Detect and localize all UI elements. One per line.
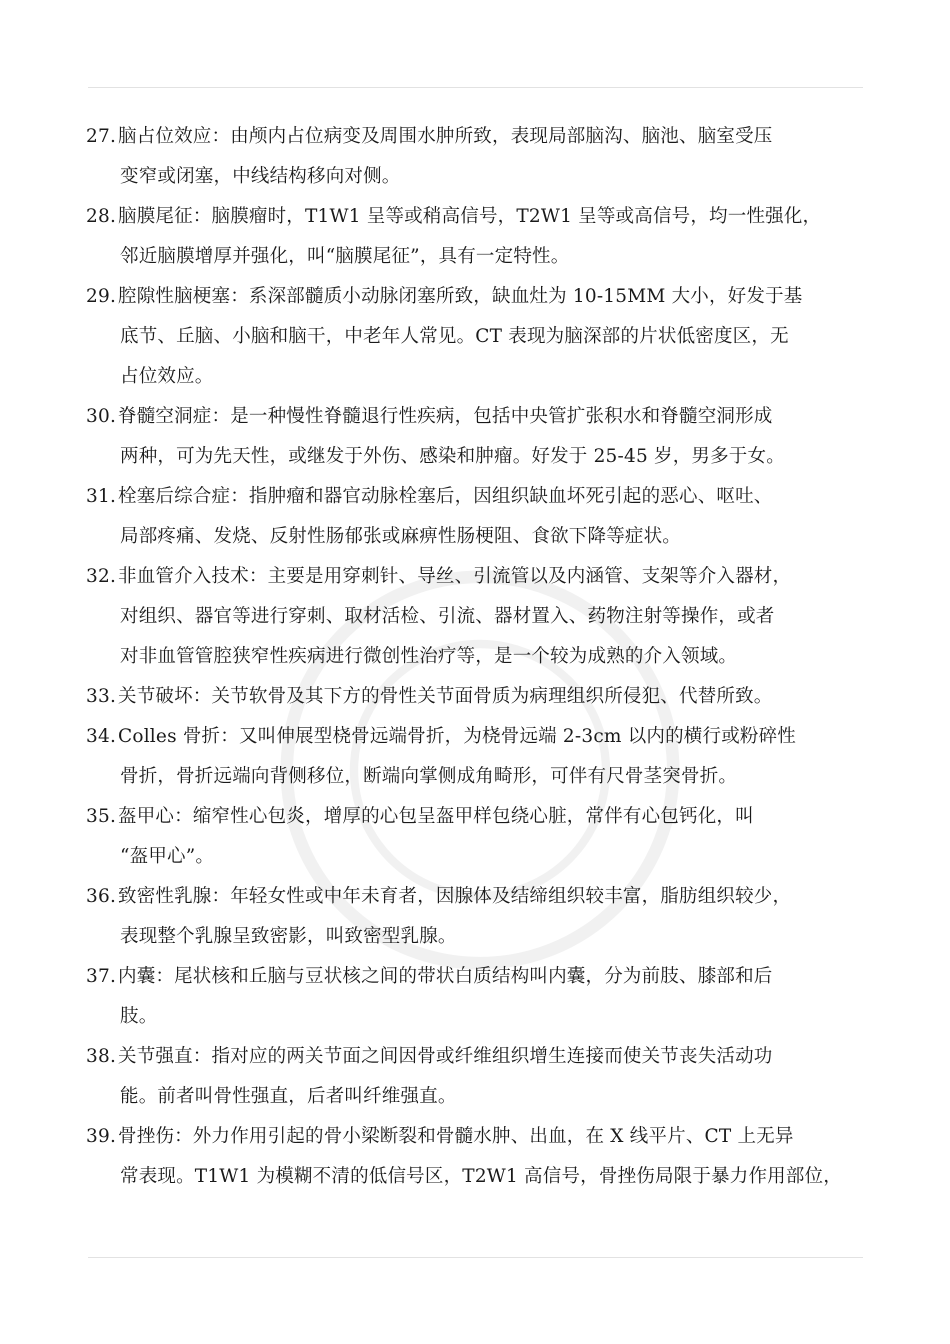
entry-number: 37. [86,966,117,987]
entry-line: 内囊：尾状核和丘脑与豆状核之间的带状白质结构叫内囊，分为前肢、膝部和后 [118,966,773,987]
entry-line: 占位效应。 [120,366,214,387]
entry-line: 两种，可为先天性，或继发于外伤、感染和肿瘤。好发于 25-45 岁，男多于女。 [120,446,785,467]
term-entry-29 [86,277,876,397]
term-entry-34 [86,717,876,797]
entry-line: 非血管介入技术：主要是用穿刺针、导丝、引流管以及内涵管、支架等介入器材， [118,566,792,587]
term-entry-37 [86,957,876,1037]
entry-line: 肢。 [120,1006,158,1027]
term-entry-39 [86,1117,876,1197]
entry-line: 能。前者叫骨性强直，后者叫纤维强直。 [120,1086,457,1107]
term-entry-27 [86,117,876,197]
entry-number: 38. [86,1046,117,1067]
entry-line: 关节强直：指对应的两关节面之间因骨或纤维组织增生连接而使关节丧失活动功 [118,1046,773,1067]
term-entry-30 [86,397,876,477]
entry-line: 关节破坏：关节软骨及其下方的骨性关节面骨质为病理组织所侵犯、代替所致。 [118,686,773,707]
footer-rule [88,1257,863,1258]
term-entry-28 [86,197,876,277]
entry-line: 盔甲心：缩窄性心包炎，增厚的心包呈盔甲样包绕心脏，常伴有心包钙化，叫 [118,806,754,827]
entry-line: 骨挫伤：外力作用引起的骨小梁断裂和骨髓水肿、出血，在 X 线平片、CT 上无异 [118,1126,794,1147]
entry-line: 栓塞后综合症：指肿瘤和器官动脉栓塞后，因组织缺血坏死引起的恶心、呕吐、 [118,486,773,507]
entry-line: 脊髓空洞症：是一种慢性脊髓退行性疾病，包括中央管扩张积水和脊髓空洞形成 [118,406,773,427]
entry-number: 28. [86,206,117,227]
term-entry-33 [86,677,876,717]
entry-number: 29. [86,286,117,307]
entry-line: 变窄或闭塞，中线结构移向对侧。 [120,166,401,187]
header-rule [88,87,863,88]
term-entry-31 [86,477,876,557]
entry-number: 39. [86,1126,117,1147]
entry-number: 35. [86,806,117,827]
entry-line: 常表现。T1W1 为模糊不清的低信号区，T2W1 高信号，骨挫伤局限于暴力作用部位， [120,1166,842,1187]
entry-line: 对非血管管腔狭窄性疾病进行微创性治疗等，是一个较为成熟的介入领域。 [120,646,738,667]
entry-number: 30. [86,406,117,427]
term-entry-38 [86,1037,876,1117]
entry-number: 36. [86,886,117,907]
entry-line: 骨折，骨折远端向背侧移位，断端向掌侧成角畸形，可伴有尺骨茎突骨折。 [120,766,738,787]
document-body [86,117,876,1197]
entry-number: 32. [86,566,117,587]
entry-number: 27. [86,126,117,147]
entry-line: “盔甲心”。 [120,846,215,867]
term-entry-32 [86,557,876,677]
entry-line: 脑占位效应：由颅内占位病变及周围水肿所致，表现局部脑沟、脑池、脑室受压 [118,126,773,147]
entry-line: 表现整个乳腺呈致密影，叫致密型乳腺。 [120,926,457,947]
entry-line: Colles 骨折：又叫伸展型桡骨远端骨折，为桡骨远端 2-3cm 以内的横行或粉碎性 [118,726,797,747]
entry-line: 对组织、器官等进行穿刺、取材活检、引流、器材置入、药物注射等操作，或者 [120,606,775,627]
entry-number: 31. [86,486,117,507]
entry-line: 局部疼痛、发烧、反射性肠郁张或麻痹性肠梗阻、食欲下降等症状。 [120,526,682,547]
entry-line: 腔隙性脑梗塞：系深部髓质小动脉闭塞所致，缺血灶为 10-15MM 大小，好发于基 [118,286,803,307]
entry-line: 底节、丘脑、小脑和脑干，中老年人常见。CT 表现为脑深部的片状低密度区，无 [120,326,789,347]
term-entry-35 [86,797,876,877]
entry-line: 邻近脑膜增厚并强化，叫“脑膜尾征”，具有一定特性。 [120,246,570,267]
entry-line: 致密性乳腺：年轻女性或中年未育者，因腺体及结缔组织较丰富，脂肪组织较少， [118,886,792,907]
entry-line: 脑膜尾征：脑膜瘤时，T1W1 呈等或稍高信号，T2W1 呈等或高信号，均一性强化， [118,206,822,227]
entry-number: 33. [86,686,117,707]
term-entry-36 [86,877,876,957]
entry-number: 34. [86,726,117,747]
